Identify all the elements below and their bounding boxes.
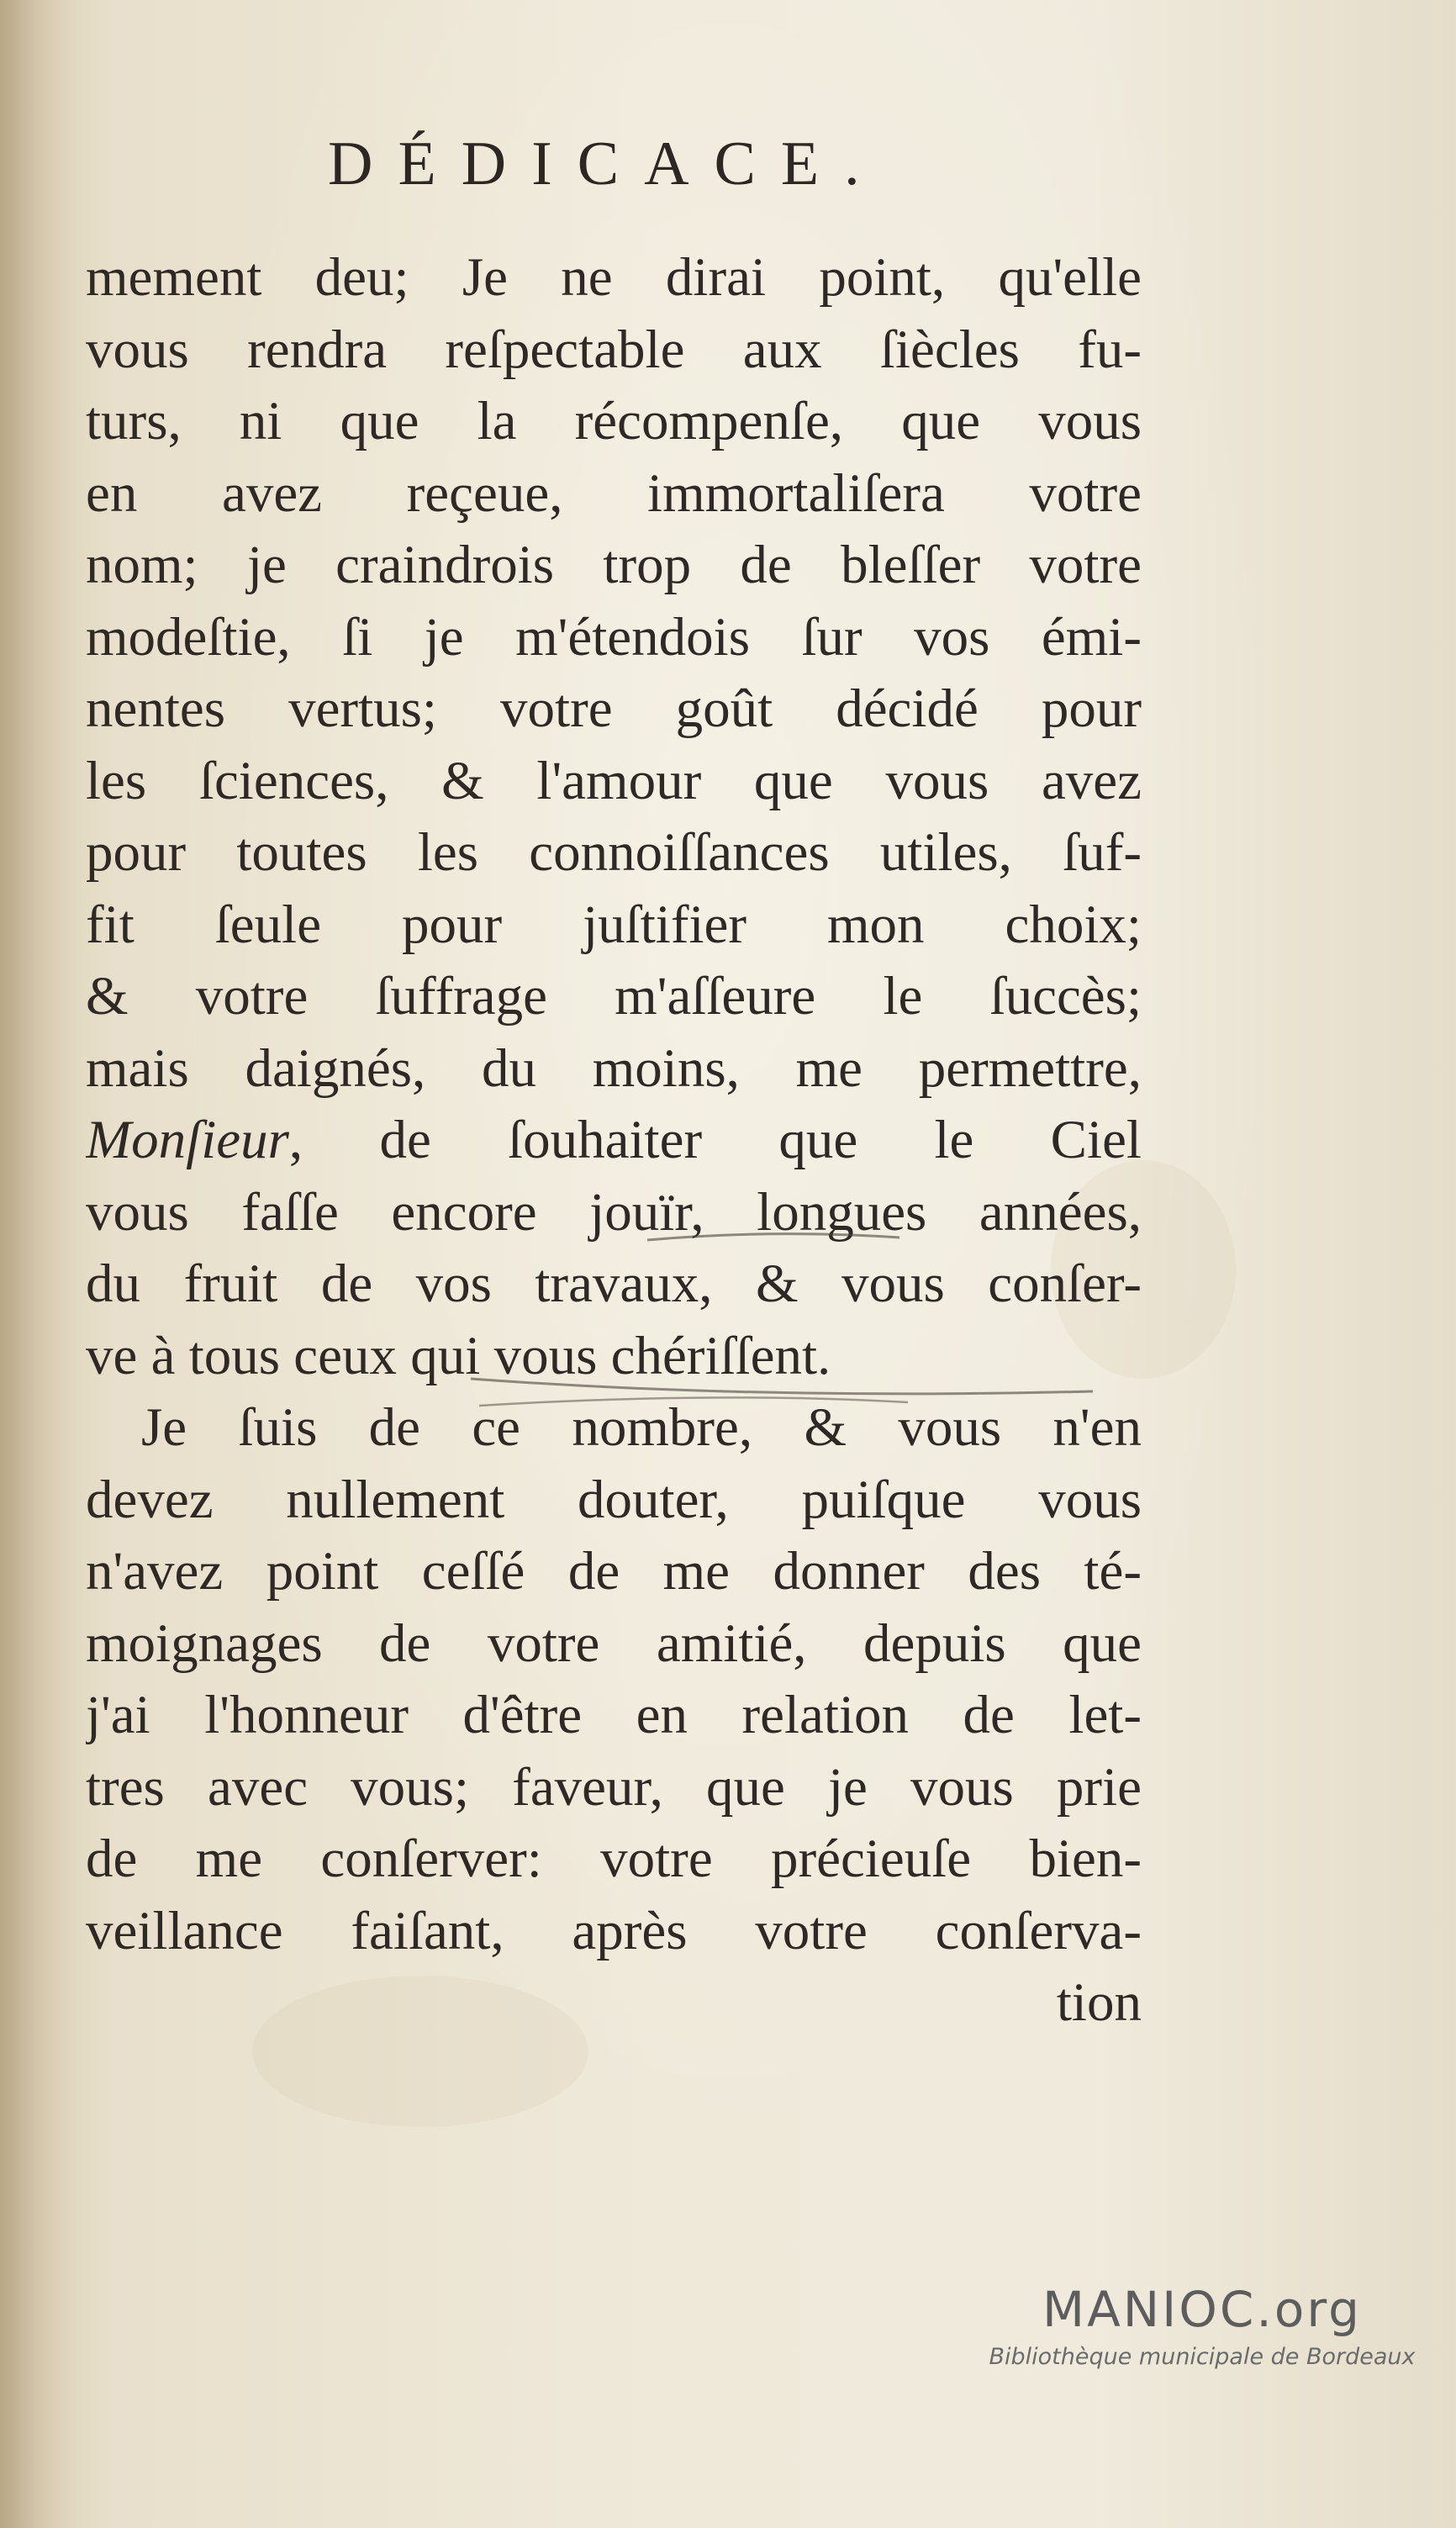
text-line: tres avec vous; faveur, que je vous prie — [86, 1756, 1142, 1818]
text-line: mement deu; Je ne dirai point, qu'elle — [86, 247, 1142, 308]
text-line: vous rendra reſpectable aux ſiècles fu- — [86, 319, 1142, 380]
text-line: les ſciences, & l'amour que vous avez — [86, 750, 1142, 811]
text-line: pour toutes les connoiſſances utiles, ſuf- — [86, 822, 1142, 883]
text-line: mais daignés, du moins, me permettre, — [86, 1037, 1142, 1099]
text-line: nom; je craindrois trop de bleſſer votre — [86, 535, 1142, 595]
text-line-remainder: de ſouhaiter que le Ciel — [379, 1110, 1142, 1170]
text-line: nentes vertus; votre goût décidé pour — [86, 678, 1142, 739]
text-line: vous faſſe encore jouïr, longues années, — [86, 1181, 1142, 1243]
text-line: moignages de votre amitié, depuis que — [86, 1612, 1142, 1674]
library-watermark — [975, 2281, 1429, 2371]
body-text — [86, 242, 1142, 2040]
running-head: DÉDICACE. — [328, 129, 885, 198]
text-line: ve à tous ceux qui vous chériſſent. — [86, 1325, 831, 1386]
text-line: en avez reçeue, immortaliſera votre — [86, 462, 1142, 524]
text-line: veillance faiſant, après votre conſerva- — [86, 1900, 1142, 1961]
italic-salutation: Monſieur — [86, 1110, 289, 1170]
library-name: Bibliothèque municipale de Bordeaux — [989, 2344, 1416, 2370]
manioc-logo: MANIOC.org — [1042, 2281, 1362, 2338]
catchword: tion — [1056, 1972, 1142, 2033]
text-line: du fruit de vos travaux, & vous conſer- — [86, 1253, 1142, 1314]
text-line: j'ai l'honneur d'être en relation de let- — [86, 1685, 1142, 1745]
text-line: devez nullement douter, puiſque vous — [86, 1469, 1142, 1530]
text-line-with-italic: Monſieur, de ſouhaiter que le Ciel — [86, 1110, 1142, 1170]
text-line: & votre ſuffrage m'aſſeure le ſuccès; — [86, 966, 1142, 1027]
paragraph-start-line: Je ſuis de ce nombre, & vous n'en — [141, 1397, 1142, 1458]
text-line: fit ſeule pour juſtifier mon choix; — [86, 894, 1142, 955]
text-line: n'avez point ceſſé de me donner des té- — [86, 1541, 1142, 1602]
text-line: modeſtie, ſi je m'étendois ſur vos émi- — [86, 606, 1142, 668]
text-line: de me conſerver: votre précieuſe bien- — [86, 1829, 1142, 1889]
spine-shadow — [0, 0, 76, 2528]
text-line: turs, ni que la récompenſe, que vous — [86, 391, 1142, 451]
